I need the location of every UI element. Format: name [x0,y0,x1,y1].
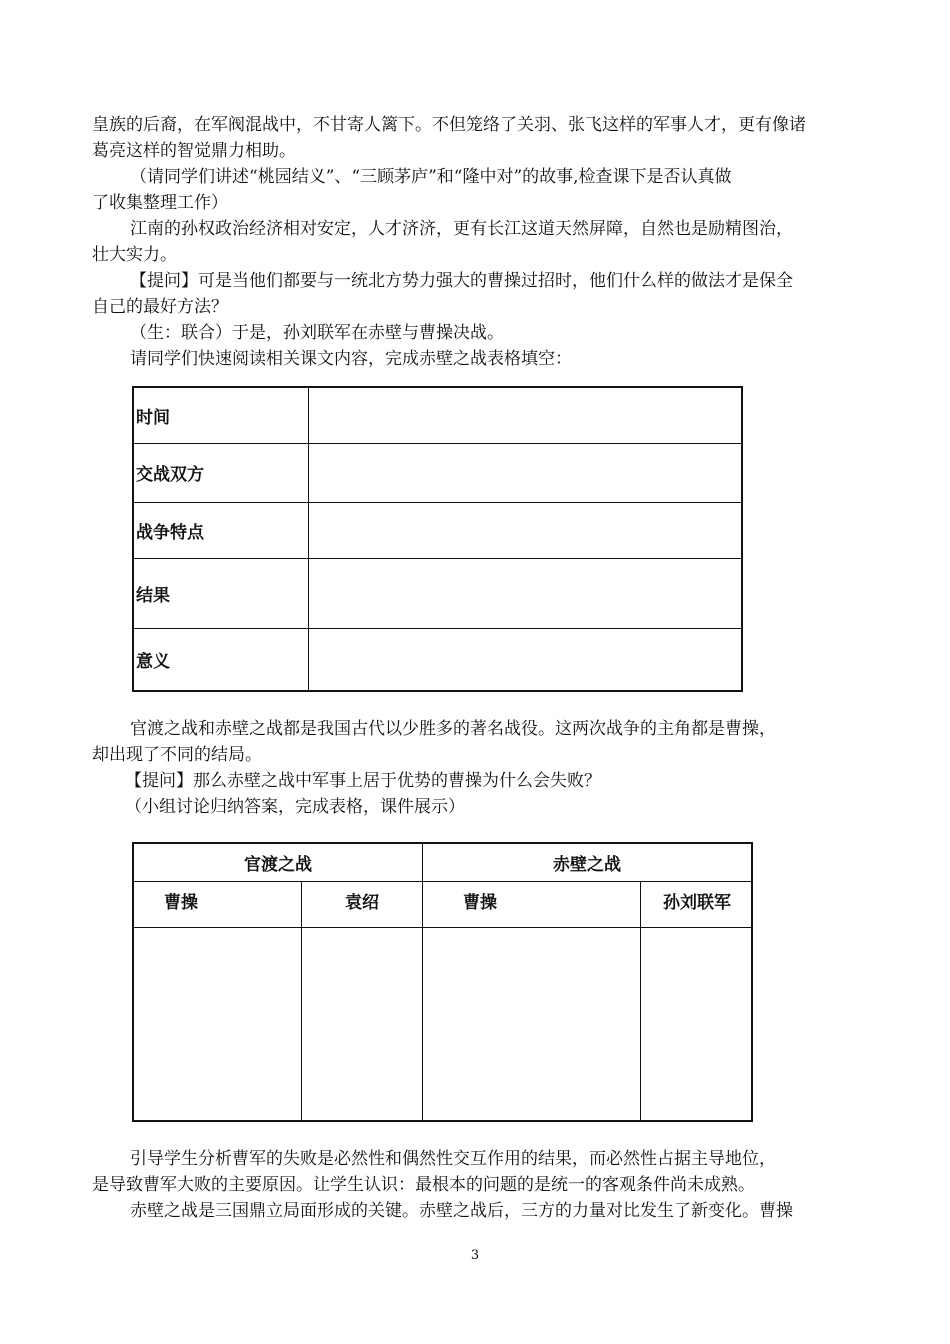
subheader-cao-cao-guandu: 曹操 [133,881,302,927]
answer-cell-features[interactable] [309,502,743,558]
paragraph-10-line-2: 是导致曹军大败的主要原因。让学生认识：最根本的问题的是统一的客观条件尚未成熟。 [92,1175,755,1195]
row-label-time: 时间 [133,387,309,443]
row-label-result: 结果 [133,558,309,628]
table-row [133,387,742,443]
paragraph-11-line-1: 赤壁之战是三国鼎立局面形成的关键。赤壁之战后，三方的力量对比发生了新变化。曹操 [130,1201,793,1221]
row-label-features: 战争特点 [133,502,309,558]
paragraph-5: （生：联合）于是，孙刘联军在赤壁与曹操决战。 [130,323,504,343]
answer-cell-significance[interactable] [309,628,743,691]
answer-cell-cao-cao-guandu[interactable] [133,927,302,1121]
answer-cell-time[interactable] [309,387,743,443]
paragraph-9: （小组讨论归纳答案，完成表格，课件展示） [125,797,465,817]
subheader-sun-liu-alliance: 孙刘联军 [641,881,753,927]
table-row [133,628,742,691]
table-row [133,927,752,1121]
answer-cell-cao-cao-chibi[interactable] [423,927,641,1121]
table-subheader-row [133,881,752,927]
paragraph-7-line-2: 却出现了不同的结局。 [92,745,262,765]
row-label-belligerents: 交战双方 [133,443,309,502]
paragraph-3-line-2: 壮大实力。 [92,245,177,265]
paragraph-4-line-2: 自己的最好方法？ [92,297,228,317]
subheader-cao-cao-chibi: 曹操 [423,881,641,927]
paragraph-7-line-1: 官渡之战和赤壁之战都是我国古代以少胜多的著名战役。这两次战争的主角都是曹操， [130,719,776,739]
header-chibi: 赤壁之战 [423,843,753,881]
paragraph-3-line-1: 江南的孙权政治经济相对安定，人才济济，更有长江这道天然屏障，自然也是励精图治， [130,219,793,239]
answer-cell-result[interactable] [309,558,743,628]
paragraph-8: 【提问】那么赤壁之战中军事上居于优势的曹操为什么会失败？ [125,771,601,791]
paragraph-1-line-2: 葛亮这样的智觉鼎力相助。 [92,141,296,161]
answer-cell-sun-liu-alliance[interactable] [641,927,753,1121]
table-row [133,443,742,502]
answer-cell-yuan-shao[interactable] [302,927,423,1121]
battle-comparison-table [132,842,753,1122]
paragraph-2-line-2: 了收集整理工作） [92,193,228,213]
row-label-significance: 意义 [133,628,309,691]
subheader-yuan-shao: 袁绍 [302,881,423,927]
paragraph-1-line-1: 皇族的后裔，在军阀混战中，不甘寄人篱下。不但笼络了关羽、张飞这样的军事人才，更有像诸 [92,115,806,135]
page-number: 3 [470,1248,480,1263]
table-row [133,502,742,558]
paragraph-6: 请同学们快速阅读相关课文内容，完成赤壁之战表格填空： [130,349,572,369]
paragraph-10-line-1: 引导学生分析曹军的失败是必然性和偶然性交互作用的结果，而必然性占据主导地位， [130,1149,776,1169]
chibi-battle-table [132,386,743,692]
answer-cell-belligerents[interactable] [309,443,743,502]
header-guandu: 官渡之战 [133,843,423,881]
paragraph-4-line-1: 【提问】可是当他们都要与一统北方势力强大的曹操过招时，他们什么样的做法才是保全 [130,271,793,291]
table-header-row [133,843,752,881]
table-row [133,558,742,628]
paragraph-2-line-1: （请同学们讲述“桃园结义”、“三顾茅庐”和“隆中对”的故事,检查课下是否认真做 [130,167,732,187]
